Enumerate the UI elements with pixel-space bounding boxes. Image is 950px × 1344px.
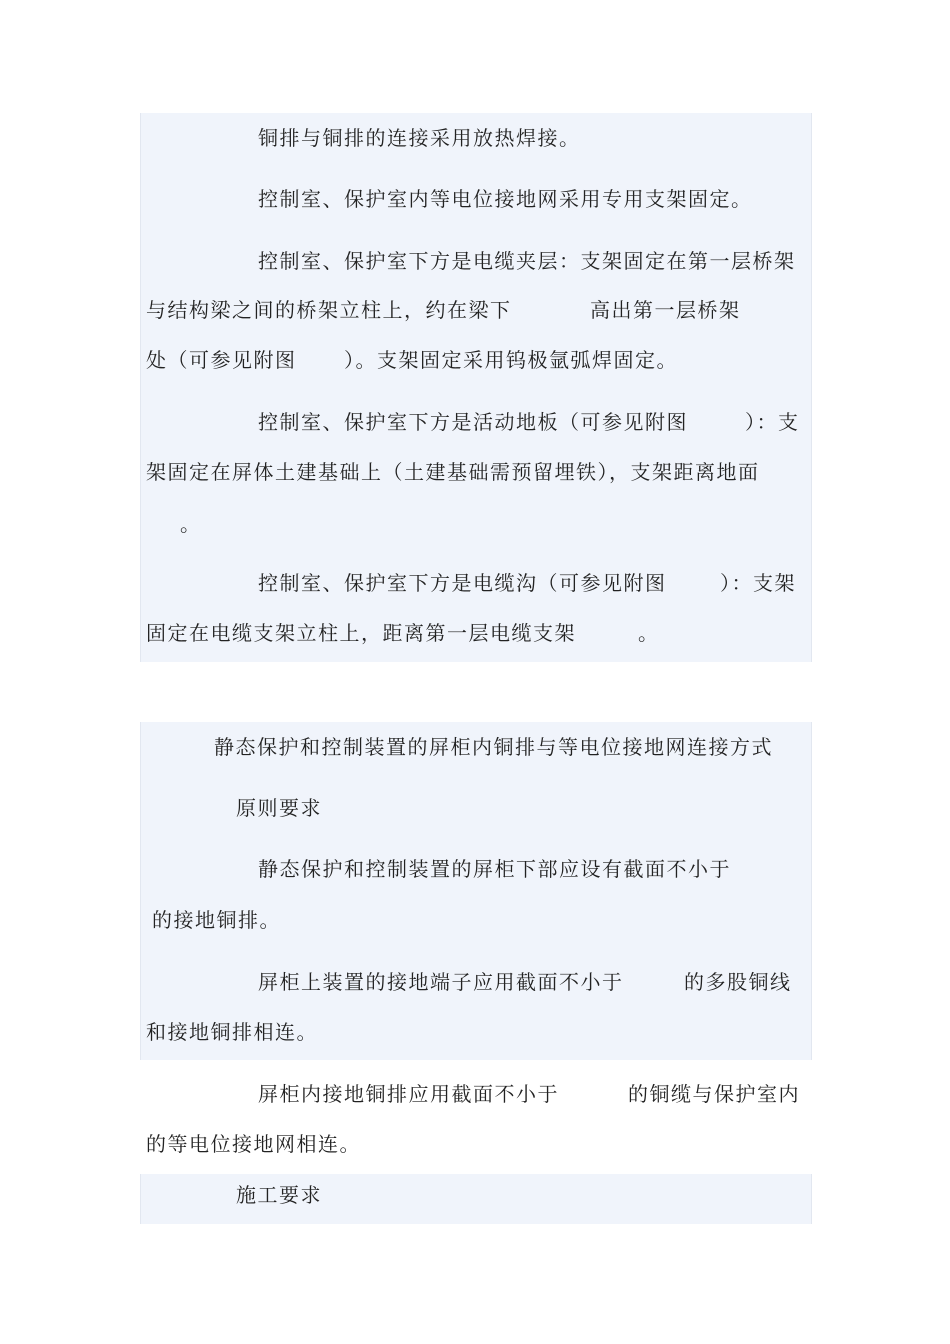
paragraph-cable-trench-l1b: ）：支架 (720, 571, 796, 595)
paragraph-cable-mezzanine-l3b: ）。支架固定采用钨极氩弧焊固定。 (344, 348, 678, 372)
paragraph-raised-floor-l1a: 控制室、保护室下方是活动地板（可参见附图 (258, 410, 688, 434)
section-heading: 静态保护和控制装置的屏柜内铜排与等电位接地网连接方式 (214, 735, 773, 759)
paragraph-raised-floor-l3: 。 (180, 512, 202, 536)
paragraph-terminal-wire-l1b: 的多股铜线 (684, 970, 792, 994)
section-2-block (140, 722, 812, 1060)
paragraph-bracket-fixing: 控制室、保护室内等电位接地网采用专用支架固定。 (258, 187, 753, 211)
paragraph-copper-welding: 铜排与铜排的连接采用放热焊接。 (258, 126, 581, 150)
paragraph-cable-trench-l1a: 控制室、保护室下方是电缆沟（可参见附图 (258, 571, 667, 595)
paragraph-cable-mezzanine-l2a: 与结构梁之间的桥架立柱上，约在梁下 (146, 298, 512, 322)
paragraph-terminal-wire-l2: 和接地铜排相连。 (146, 1020, 318, 1044)
paragraph-cable-mezzanine-l3a: 处（可参见附图 (146, 348, 297, 372)
paragraph-raised-floor-l1b: ）：支 (745, 410, 800, 434)
paragraph-cable-connection-l1a: 屏柜内接地铜排应用截面不小于 (258, 1082, 559, 1106)
paragraph-cable-mezzanine-l1: 控制室、保护室下方是电缆夹层：支架固定在第一层桥架 (258, 249, 796, 273)
paragraph-terminal-wire-l1a: 屏柜上装置的接地端子应用截面不小于 (258, 970, 624, 994)
paragraph-cable-trench-l2b: 。 (638, 621, 660, 645)
paragraph-cable-connection-l1b: 的铜缆与保护室内 (628, 1082, 800, 1106)
paragraph-copper-bar-size-l1: 静态保护和控制装置的屏柜下部应设有截面不小于 (258, 857, 731, 881)
paragraph-copper-bar-size-l2: 的接地铜排。 (152, 908, 281, 932)
subheading-construction: 施工要求 (236, 1183, 322, 1207)
subheading-principles: 原则要求 (236, 796, 322, 820)
paragraph-raised-floor-l2: 架固定在屏体土建基础上（土建基础需预留埋铁），支架距离地面 (146, 460, 760, 484)
paragraph-cable-mezzanine-l2b: 高出第一层桥架 (590, 298, 741, 322)
paragraph-cable-connection-l2: 的等电位接地网相连。 (146, 1132, 361, 1156)
paragraph-cable-trench-l2a: 固定在电缆支架立柱上，距离第一层电缆支架 (146, 621, 576, 645)
